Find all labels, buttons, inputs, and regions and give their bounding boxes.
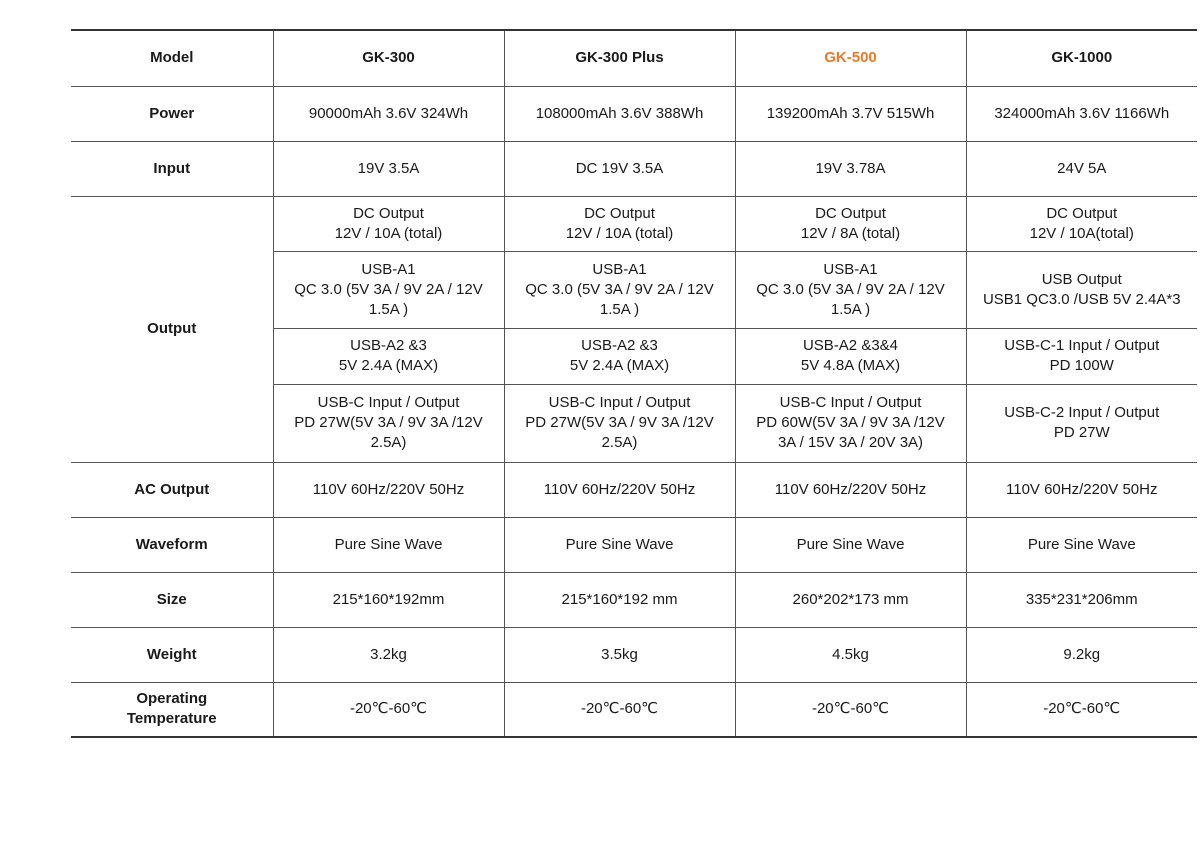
usbc-output-cell [273, 384, 504, 462]
waveform-value: Pure Sine Wave [735, 517, 966, 572]
ac-output-value: 110V 60Hz/220V 50Hz [966, 462, 1197, 517]
row-label-waveform: Waveform [71, 517, 273, 572]
input-value: 24V 5A [966, 141, 1197, 196]
model-header: Model [71, 30, 273, 86]
cell-line: 1.5A ) [830, 300, 871, 318]
waveform-value: Pure Sine Wave [966, 517, 1197, 572]
cell-line: 12V / 10A (total) [565, 224, 674, 242]
cell-line: 2.5A) [601, 434, 638, 451]
input-value: 19V 3.5A [273, 141, 504, 196]
row-label-ac-output: AC Output [71, 462, 273, 517]
cell-line: 1.5A ) [368, 300, 409, 318]
cell-line: 3A / 15V 3A / 20V 3A) [777, 434, 924, 451]
dc-output-cell [504, 196, 735, 251]
cell-line: USB-A2 &3&4 [802, 337, 899, 354]
cell-line: PD 60W(5V 3A / 9V 3A /12V [756, 414, 945, 431]
spec-comparison-table [71, 29, 1197, 738]
dc-output-cell [966, 196, 1197, 251]
row-label-input: Input [71, 141, 273, 196]
cell-line: 2.5A) [370, 434, 407, 451]
weight-row [71, 627, 1197, 682]
usb-output-cell [273, 251, 504, 328]
row-label-output: Output [71, 196, 273, 462]
power-value: 90000mAh 3.6V 324Wh [273, 86, 504, 141]
output-dc-row [71, 196, 1197, 251]
row-label-operating-temperature [71, 682, 273, 737]
cell-line: 12V / 10A(total) [1029, 224, 1134, 242]
cell-line: 12V / 10A (total) [334, 224, 443, 242]
cell-line: PD 27W(5V 3A / 9V 3A /12V [294, 414, 483, 431]
usb-output-cell [504, 328, 735, 384]
row-label-power: Power [71, 86, 273, 141]
ac-output-value: 110V 60Hz/220V 50Hz [273, 462, 504, 517]
input-value: DC 19V 3.5A [504, 141, 735, 196]
waveform-value: Pure Sine Wave [504, 517, 735, 572]
size-value: 215*160*192 mm [504, 572, 735, 627]
row-label-weight: Weight [71, 627, 273, 682]
power-row [71, 86, 1197, 141]
cell-line: PD 27W(5V 3A / 9V 3A /12V [525, 414, 714, 431]
cell-line: QC 3.0 (5V 3A / 9V 2A / 12V [525, 280, 714, 298]
cell-line: USB-A1 [592, 260, 647, 278]
temperature-row [71, 682, 1197, 737]
usbc-output-cell [735, 384, 966, 462]
cell-line: USB-C Input / Output [779, 394, 922, 411]
cell-line: DC Output [815, 204, 886, 222]
cell-line: 5V 2.4A (MAX) [569, 357, 670, 374]
input-row [71, 141, 1197, 196]
model-name-gk-1000: GK-1000 [966, 30, 1197, 86]
cell-line: USB-A2 &3 [581, 337, 658, 354]
size-value: 215*160*192mm [273, 572, 504, 627]
cell-line: 12V / 8A (total) [800, 224, 901, 242]
cell-line: USB Output [1041, 270, 1122, 288]
cell-line: USB-A1 [823, 260, 878, 278]
dc-output-cell [273, 196, 504, 251]
dc-output-cell [735, 196, 966, 251]
temperature-value: -20℃-60℃ [273, 682, 504, 737]
model-name-gk-300: GK-300 [273, 30, 504, 86]
cell-line: PD 27W [1053, 424, 1110, 441]
cell-line: USB1 QC3.0 /USB 5V 2.4A*3 [982, 290, 1181, 308]
power-value: 139200mAh 3.7V 515Wh [735, 86, 966, 141]
input-value: 19V 3.78A [735, 141, 966, 196]
waveform-value: Pure Sine Wave [273, 517, 504, 572]
size-value: 260*202*173 mm [735, 572, 966, 627]
model-name-gk-300-plus: GK-300 Plus [504, 30, 735, 86]
cell-line: 5V 2.4A (MAX) [338, 357, 439, 374]
cell-line: USB-A1 [361, 260, 416, 278]
usbc-output-cell [966, 384, 1197, 462]
cell-line: USB-C-1 Input / Output [1004, 337, 1160, 354]
ac-output-value: 110V 60Hz/220V 50Hz [735, 462, 966, 517]
cell-line: PD 100W [1049, 357, 1114, 374]
usb-output-cell [273, 328, 504, 384]
row-label-size: Size [71, 572, 273, 627]
cell-line: USB-C-2 Input / Output [1004, 404, 1160, 421]
cell-line: USB-A2 &3 [350, 337, 427, 354]
cell-line: DC Output [353, 204, 424, 222]
cell-line: 1.5A ) [599, 300, 640, 318]
header-row [71, 30, 1197, 86]
usb-output-cell [735, 251, 966, 328]
usb-output-cell [966, 328, 1197, 384]
size-row [71, 572, 1197, 627]
row-label-line: Operating [136, 690, 208, 708]
model-name-gk-500: GK-500 [735, 30, 966, 86]
weight-value: 9.2kg [966, 627, 1197, 682]
waveform-row [71, 517, 1197, 572]
cell-line: USB-C Input / Output [317, 394, 460, 411]
cell-line: DC Output [584, 204, 655, 222]
power-value: 324000mAh 3.6V 1166Wh [966, 86, 1197, 141]
cell-line: QC 3.0 (5V 3A / 9V 2A / 12V [756, 280, 945, 298]
cell-line: QC 3.0 (5V 3A / 9V 2A / 12V [294, 280, 483, 298]
power-value: 108000mAh 3.6V 388Wh [504, 86, 735, 141]
cell-line: 5V 4.8A (MAX) [800, 357, 901, 374]
cell-line: USB-C Input / Output [548, 394, 691, 411]
cell-line: DC Output [1046, 204, 1118, 222]
ac-output-value: 110V 60Hz/220V 50Hz [504, 462, 735, 517]
usbc-output-cell [504, 384, 735, 462]
temperature-value: -20℃-60℃ [504, 682, 735, 737]
weight-value: 4.5kg [735, 627, 966, 682]
size-value: 335*231*206mm [966, 572, 1197, 627]
usb-output-cell [966, 251, 1197, 328]
row-label-line: Temperature [126, 710, 217, 728]
ac-output-row [71, 462, 1197, 517]
temperature-value: -20℃-60℃ [966, 682, 1197, 737]
usb-output-cell [735, 328, 966, 384]
weight-value: 3.5kg [504, 627, 735, 682]
usb-output-cell [504, 251, 735, 328]
weight-value: 3.2kg [273, 627, 504, 682]
temperature-value: -20℃-60℃ [735, 682, 966, 737]
